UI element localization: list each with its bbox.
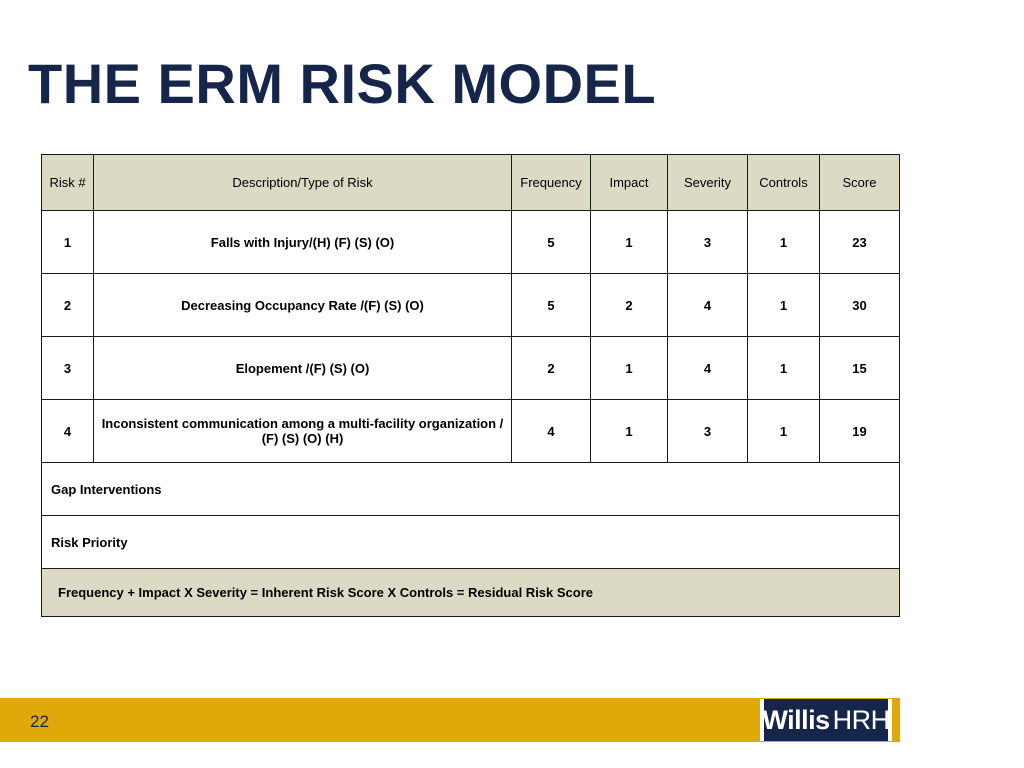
cell-score: 19 [820,400,900,463]
gap-interventions-row [42,463,900,516]
logo-text-hrh: HRH [832,704,890,735]
cell-score: 23 [820,211,900,274]
cell-severity: 4 [668,337,748,400]
cell-score: 15 [820,337,900,400]
cell-description: Inconsistent communication among a multi-facility organization / (F) (S) (O) (H) [94,400,512,463]
cell-impact: 2 [591,274,668,337]
cell-severity: 4 [668,274,748,337]
cell-risk-number: 1 [42,211,94,274]
cell-frequency: 5 [512,211,591,274]
cell-description: Decreasing Occupancy Rate /(F) (S) (O) [94,274,512,337]
table-row [42,400,900,463]
slide-title: THE ERM RISK MODEL [28,52,657,115]
cell-impact: 1 [591,337,668,400]
cell-impact: 1 [591,211,668,274]
page-number: 22 [30,712,49,731]
cell-impact: 1 [591,400,668,463]
table-row [42,337,900,400]
table-row [42,274,900,337]
formula-row [42,569,900,617]
table-row [42,211,900,274]
header-risk-number: Risk # [42,155,94,211]
header-frequency: Frequency [512,155,591,211]
risk-priority-label: Risk Priority [42,516,900,569]
header-score: Score [820,155,900,211]
risk-formula: Frequency + Impact X Severity = Inherent Risk Score X Controls = Residual Risk Score [42,569,900,617]
willis-hrh-logo [760,699,892,741]
header-severity: Severity [668,155,748,211]
cell-description: Elopement /(F) (S) (O) [94,337,512,400]
logo-text-willis: Willis [762,704,830,735]
cell-frequency: 5 [512,274,591,337]
cell-frequency: 4 [512,400,591,463]
cell-severity: 3 [668,211,748,274]
cell-risk-number: 4 [42,400,94,463]
gap-interventions-label: Gap Interventions [42,463,900,516]
cell-risk-number: 3 [42,337,94,400]
cell-score: 30 [820,274,900,337]
header-impact: Impact [591,155,668,211]
cell-controls: 1 [748,211,820,274]
cell-description: Falls with Injury/(H) (F) (S) (O) [94,211,512,274]
cell-controls: 1 [748,400,820,463]
header-description: Description/Type of Risk [94,155,512,211]
header-controls: Controls [748,155,820,211]
risk-priority-row [42,516,900,569]
cell-frequency: 2 [512,337,591,400]
cell-controls: 1 [748,274,820,337]
cell-risk-number: 2 [42,274,94,337]
cell-controls: 1 [748,337,820,400]
cell-severity: 3 [668,400,748,463]
table-header-row [42,155,900,211]
risk-table [41,154,900,617]
